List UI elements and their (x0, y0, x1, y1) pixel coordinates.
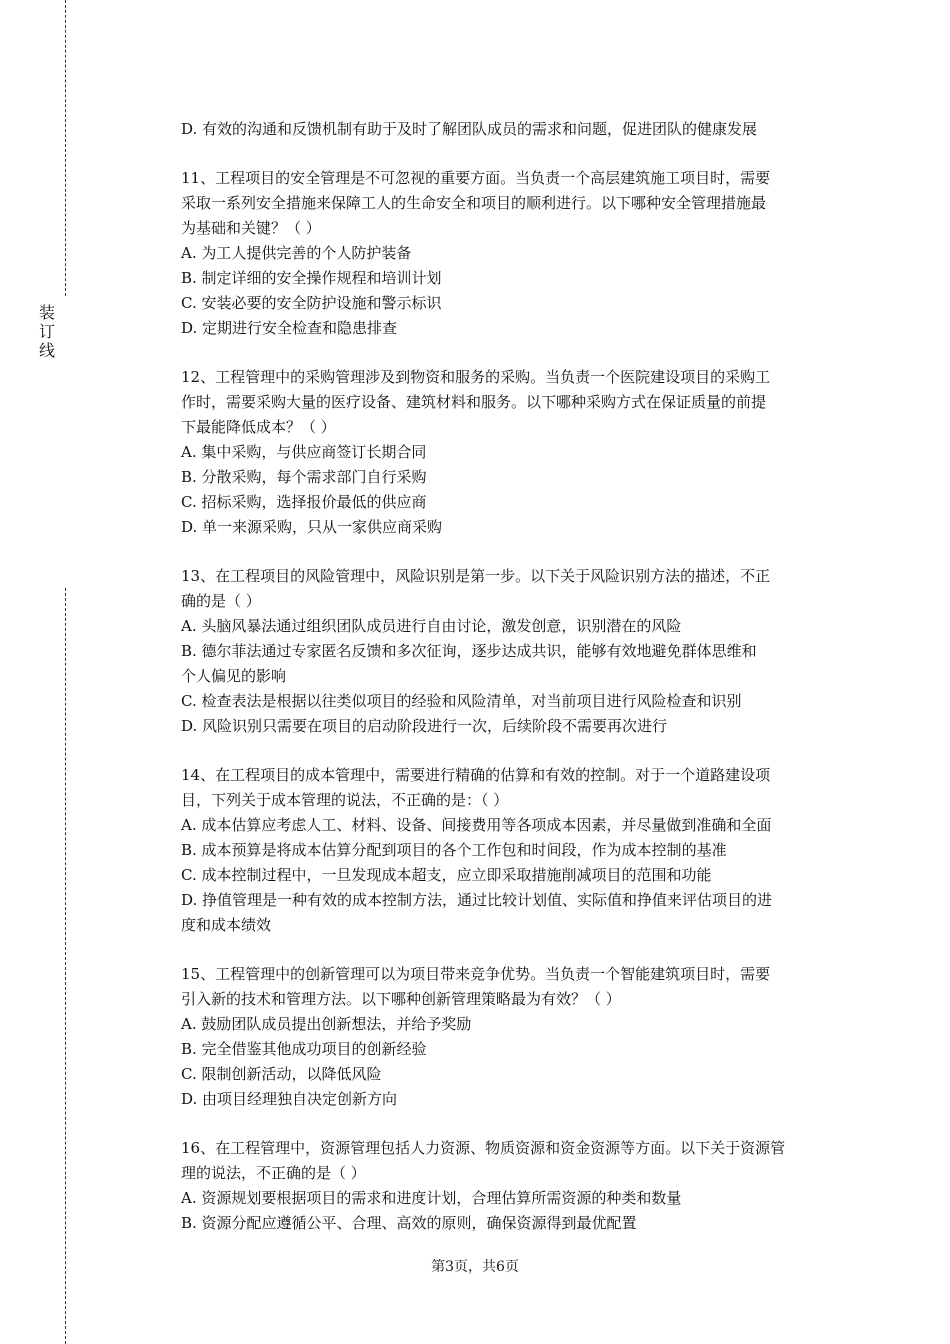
question-stem-line: 12、工程管理中的采购管理涉及到物资和服务的采购。当负责一个医院建设项目的采购工 (181, 368, 771, 386)
question-13 (181, 564, 843, 739)
binding-char: 订 (38, 322, 55, 341)
binding-dashed-line-top (65, 0, 66, 296)
question-content (181, 117, 843, 1236)
question-15 (181, 962, 843, 1112)
option-c: C. 检查表法是根据以往类似项目的经验和风险清单，对当前项目进行风险检查和识别 (181, 692, 742, 710)
question-11 (181, 166, 843, 341)
question-stem-line: 下最能降低成本？（ ） (181, 418, 336, 436)
option-d: D. 单一来源采购，只从一家供应商采购 (181, 518, 443, 536)
option-d: D. 风险识别只需要在项目的启动阶段进行一次，后续阶段不需要再次进行 (181, 717, 668, 735)
option-a: A. 集中采购，与供应商签订长期合同 (181, 443, 427, 461)
option-b: B. 完全借鉴其他成功项目的创新经验 (181, 1040, 427, 1058)
question-stem-line: 作时，需要采购大量的医疗设备、建筑材料和服务。以下哪种采购方式在保证质量的前提 (181, 393, 767, 411)
question-stem-line: 16、在工程管理中，资源管理包括人力资源、物质资源和资金资源等方面。以下关于资源管 (181, 1139, 786, 1157)
option-c: C. 限制创新活动，以降低风险 (181, 1065, 382, 1083)
option-d: D. 定期进行安全检查和隐患排查 (181, 319, 398, 337)
binding-char: 线 (38, 341, 55, 360)
binding-dashed-line-bottom (65, 588, 66, 1344)
option-a: A. 资源规划要根据项目的需求和进度计划，合理估算所需资源的种类和数量 (181, 1189, 682, 1207)
option-a: A. 成本估算应考虑人工、材料、设备、间接费用等各项成本因素，并尽量做到准确和全面 (181, 816, 772, 834)
question-16 (181, 1136, 843, 1236)
option-d-continued: 度和成本绩效 (181, 916, 272, 934)
question-12 (181, 365, 843, 540)
question-stem-line: 14、在工程项目的成本管理中，需要进行精确的估算和有效的控制。对于一个道路建设项 (181, 766, 771, 784)
question-14 (181, 763, 843, 938)
option-c: C. 安装必要的安全防护设施和警示标识 (181, 294, 442, 312)
option-a: A. 头脑风暴法通过组织团队成员进行自由讨论，激发创意，识别潜在的风险 (181, 617, 682, 635)
page-footer: 第3页，共6页 (431, 1259, 519, 1275)
binding-char: 装 (38, 303, 55, 322)
option-d: D. 挣值管理是一种有效的成本控制方法，通过比较计划值、实际值和挣值来评估项目的进 (181, 891, 773, 909)
option-a: A. 鼓励团队成员提出创新想法，并给予奖励 (181, 1015, 472, 1033)
option-b: B. 成本预算是将成本估算分配到项目的各个工作包和时间段，作为成本控制的基准 (181, 841, 727, 859)
option-b: B. 制定详细的安全操作规程和培训计划 (181, 269, 442, 287)
option-d: D. 由项目经理独自决定创新方向 (181, 1090, 398, 1108)
option-b: B. 德尔菲法通过专家匿名反馈和多次征询，逐步达成共识，能够有效地避免群体思维和 (181, 642, 757, 660)
question-stem-line: 理的说法，不正确的是（ ） (181, 1164, 366, 1182)
question-stem-line: 确的是（ ） (181, 592, 261, 610)
question-stem-line: 采取一系列安全措施来保障工人的生命安全和项目的顺利进行。以下哪种安全管理措施最 (181, 194, 767, 212)
option-b: B. 资源分配应遵循公平、合理、高效的原则，确保资源得到最优配置 (181, 1214, 637, 1232)
option-b: B. 分散采购，每个需求部门自行采购 (181, 468, 427, 486)
option-c: C. 成本控制过程中，一旦发现成本超支，应立即采取措施削减项目的范围和功能 (181, 866, 712, 884)
option-b-continued: 个人偏见的影响 (181, 667, 287, 685)
question-stem-line: 15、工程管理中的创新管理可以为项目带来竞争优势。当负责一个智能建筑项目时，需要 (181, 965, 771, 983)
binding-label (37, 303, 57, 360)
option-c: C. 招标采购，选择报价最低的供应商 (181, 493, 427, 511)
option-a: A. 为工人提供完善的个人防护装备 (181, 244, 412, 262)
question-stem-line: 13、在工程项目的风险管理中，风险识别是第一步。以下关于风险识别方法的描述，不正 (181, 567, 771, 585)
question-stem-line: 为基础和关键？（ ） (181, 219, 321, 237)
question-stem-line: 目，下列关于成本管理的说法，不正确的是：（ ） (181, 791, 509, 809)
carryover-option: D. 有效的沟通和反馈机制有助于及时了解团队成员的需求和问题，促进团队的健康发展 (181, 120, 758, 138)
question-stem-line: 引入新的技术和管理方法。以下哪种创新管理策略最为有效？（ ） (181, 990, 621, 1008)
question-stem-line: 11、工程项目的安全管理是不可忽视的重要方面。当负责一个高层建筑施工项目时，需要 (181, 169, 771, 187)
